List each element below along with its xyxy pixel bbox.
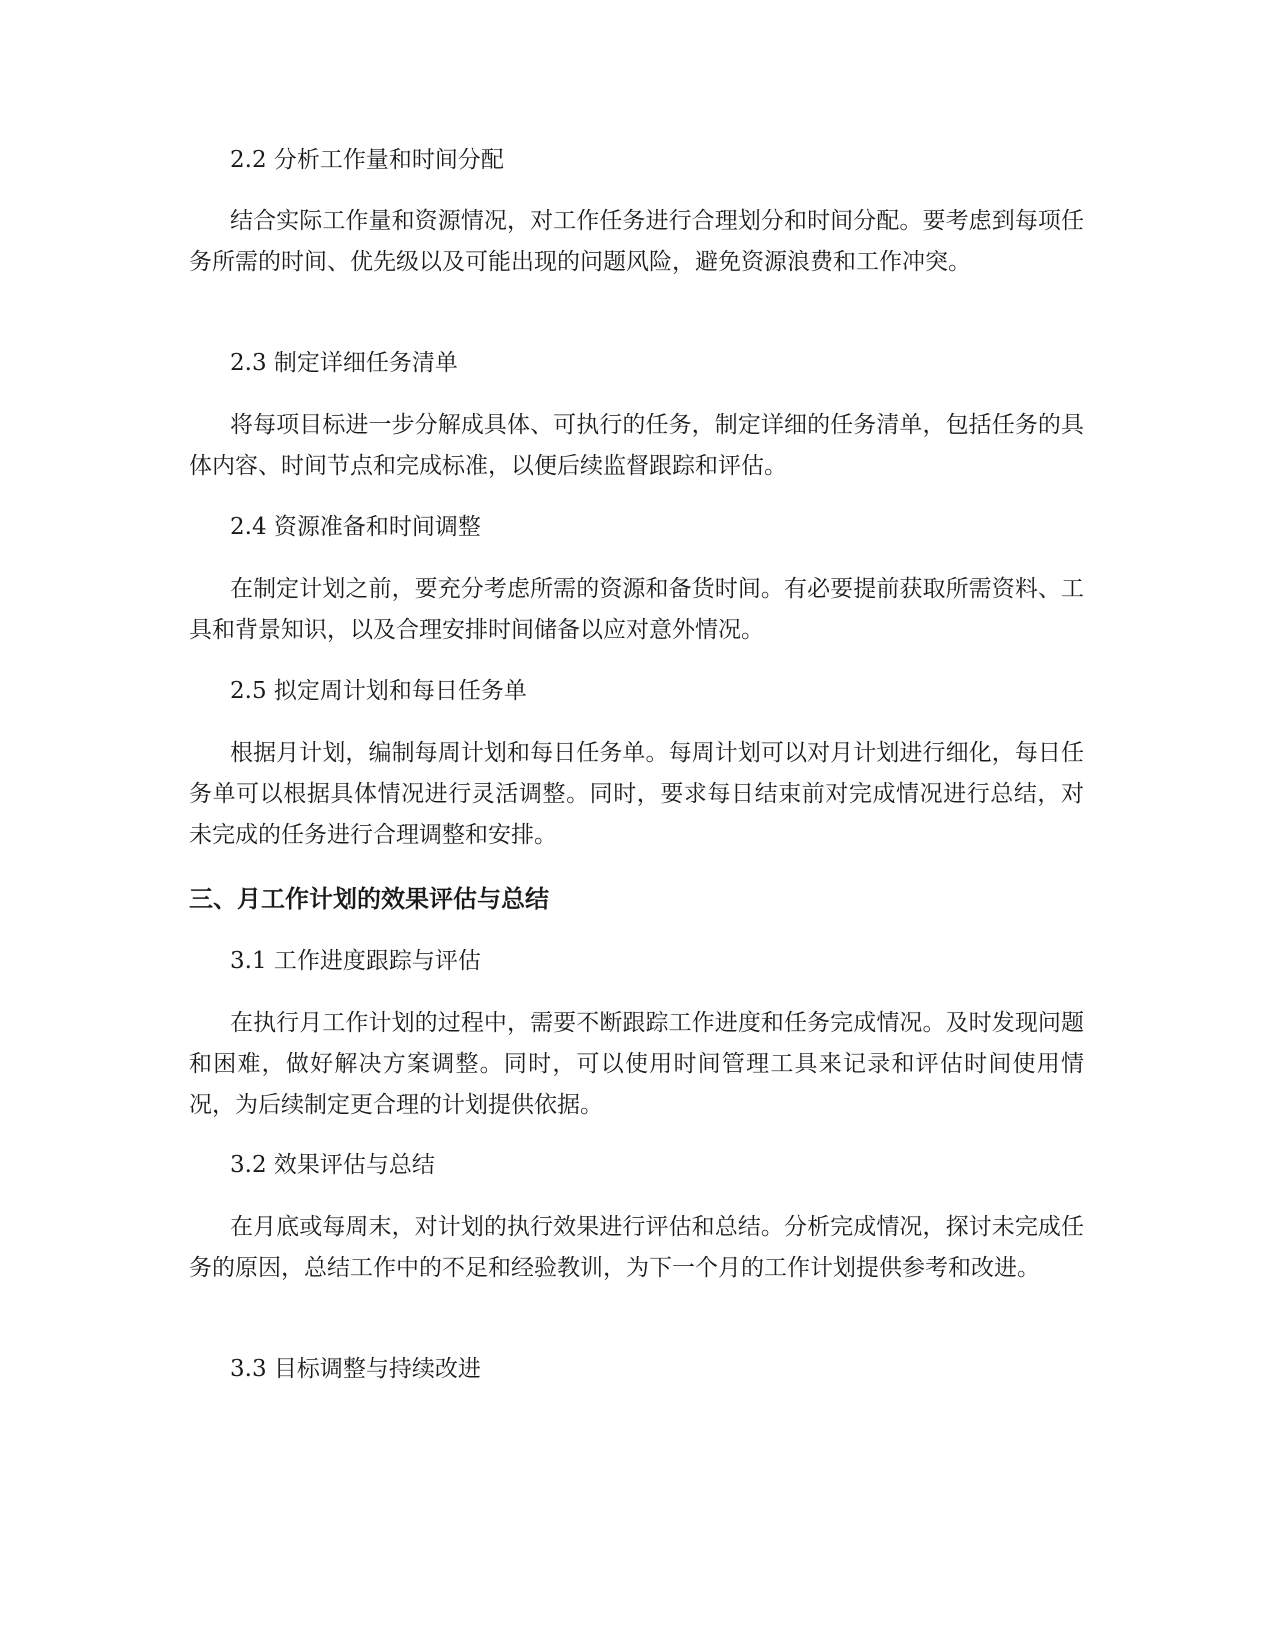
subheading-3-1: 3.1 工作进度跟踪与评估 [230,948,481,974]
subheading-2-2: 2.2 分析工作量和时间分配 [230,147,504,173]
paragraph-2-2: 结合实际工作量和资源情况，对工作任务进行合理划分和时间分配。要考虑到每项任务所需的时间、优先级以及可能出现的问题风险，避免资源浪费和工作冲突。 [189,208,1084,275]
subheading-3-2: 3.2 效果评估与总结 [230,1152,435,1178]
section-heading-3: 三、月工作计划的效果评估与总结 [189,885,549,913]
paragraph-2-4: 在制定计划之前，要充分考虑所需的资源和备货时间。有必要提前获取所需资料、工具和背景知识，以及合理安排时间储备以应对意外情况。 [189,576,1084,643]
subheading-2-4: 2.4 资源准备和时间调整 [230,514,481,540]
paragraph-3-1: 在执行月工作计划的过程中，需要不断跟踪工作进度和任务完成情况。及时发现问题和困难，做好解决方案调整。同时，可以使用时间管理工具来记录和评估时间使用情况，为后续制定更合理的计划提供依据。 [189,1010,1084,1118]
subheading-3-3: 3.3 目标调整与持续改进 [230,1356,481,1382]
paragraph-2-3: 将每项目标进一步分解成具体、可执行的任务，制定详细的任务清单，包括任务的具体内容、时间节点和完成标准，以便后续监督跟踪和评估。 [189,412,1084,479]
paragraph-2-5: 根据月计划，编制每周计划和每日任务单。每周计划可以对月计划进行细化，每日任务单可以根据具体情况进行灵活调整。同时，要求每日结束前对完成情况进行总结，对未完成的任务进行合理调整和安排。 [189,740,1084,848]
subheading-2-5: 2.5 拟定周计划和每日任务单 [230,678,527,704]
paragraph-3-2: 在月底或每周末，对计划的执行效果进行评估和总结。分析完成情况，探讨未完成任务的原因，总结工作中的不足和经验教训，为下一个月的工作计划提供参考和改进。 [189,1214,1084,1281]
subheading-2-3: 2.3 制定详细任务清单 [230,350,458,376]
